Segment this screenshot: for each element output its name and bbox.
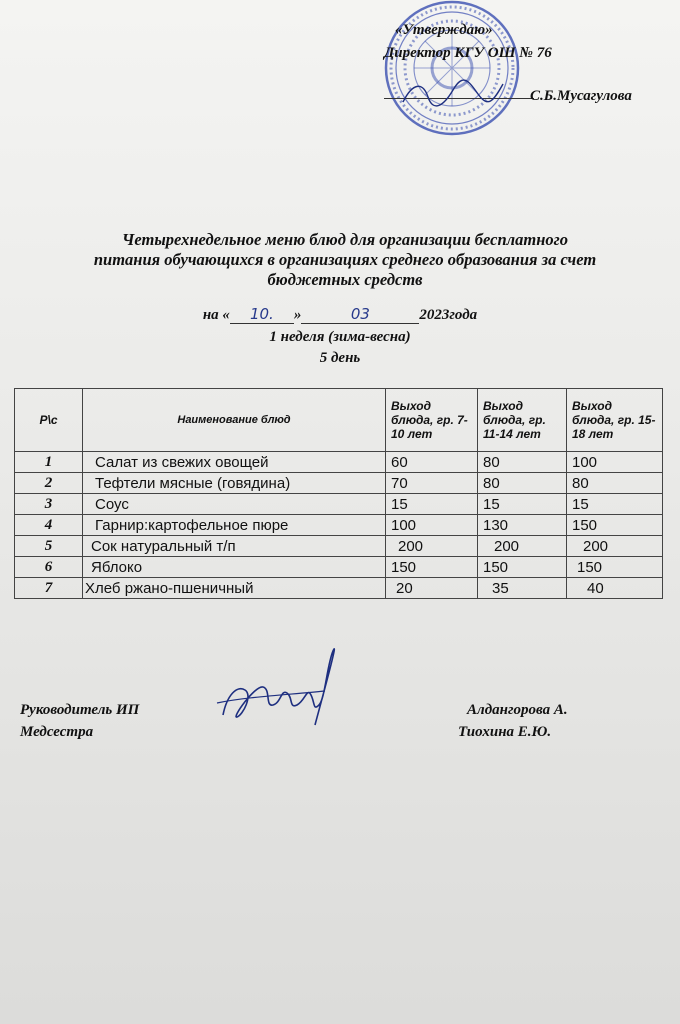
day-label: 5 день bbox=[319, 350, 361, 366]
row-index: 6 bbox=[15, 557, 83, 578]
row-portion-11-14: 80 bbox=[478, 473, 567, 494]
row-dish: Гарнир:картофельное пюре bbox=[83, 515, 386, 536]
head-name: Алдангорова А. bbox=[467, 702, 568, 718]
row-dish: Хлеб ржано-пшеничный bbox=[83, 578, 386, 599]
row-dish: Яблоко bbox=[83, 557, 386, 578]
row-portion-7-10: 100 bbox=[386, 515, 478, 536]
date-mid: » bbox=[293, 307, 302, 323]
handwritten-signature bbox=[215, 645, 345, 730]
row-index: 7 bbox=[15, 578, 83, 599]
row-portion-15-18: 40 bbox=[567, 578, 663, 599]
header-portion-15-18: Выход блюда, гр. 15-18 лет bbox=[567, 389, 663, 452]
row-dish: Сок натуральный т/п bbox=[83, 536, 386, 557]
row-portion-7-10: 200 bbox=[386, 536, 478, 557]
row-portion-11-14: 150 bbox=[478, 557, 567, 578]
row-portion-11-14: 15 bbox=[478, 494, 567, 515]
menu-table bbox=[14, 388, 663, 599]
table-row bbox=[15, 515, 663, 536]
table-row bbox=[15, 557, 663, 578]
document-title bbox=[10, 230, 680, 290]
row-index: 2 bbox=[15, 473, 83, 494]
row-index: 4 bbox=[15, 515, 83, 536]
row-index: 3 bbox=[15, 494, 83, 515]
row-portion-7-10: 15 bbox=[386, 494, 478, 515]
row-portion-7-10: 150 bbox=[386, 557, 478, 578]
row-portion-7-10: 60 bbox=[386, 452, 478, 473]
header-index: Р\с bbox=[15, 389, 83, 452]
date-prefix: на « bbox=[202, 307, 230, 323]
date-suffix: 2023года bbox=[419, 307, 478, 323]
row-dish: Тефтели мясные (говядина) bbox=[83, 473, 386, 494]
head-label: Руководитель ИП bbox=[20, 702, 140, 718]
title-line-2: питания обучающихся в организациях среднего образования за счет bbox=[93, 250, 597, 269]
director-signature bbox=[398, 72, 508, 112]
table-row bbox=[15, 578, 663, 599]
row-portion-11-14: 80 bbox=[478, 452, 567, 473]
director-title: Директор КГУ ОШ № 76 bbox=[384, 45, 552, 61]
row-index: 5 bbox=[15, 536, 83, 557]
header-dish-name: Наименование блюд bbox=[83, 389, 386, 452]
table-row bbox=[15, 536, 663, 557]
row-dish: Салат из свежих овощей bbox=[83, 452, 386, 473]
header-portion-11-14: Выход блюда, гр. 11-14 лет bbox=[478, 389, 567, 452]
table-row bbox=[15, 494, 663, 515]
date-month: 03 bbox=[301, 305, 419, 324]
date-line bbox=[0, 305, 680, 324]
nurse-name: Тиохина Е.Ю. bbox=[458, 724, 552, 740]
row-index: 1 bbox=[15, 452, 83, 473]
table-header-row bbox=[15, 389, 663, 452]
row-dish: Соус bbox=[83, 494, 386, 515]
row-portion-15-18: 150 bbox=[567, 515, 663, 536]
table-row bbox=[15, 473, 663, 494]
date-day: 10. bbox=[230, 305, 294, 324]
title-line-3: бюджетных средств bbox=[267, 270, 423, 289]
director-name: С.Б.Мусагулова bbox=[530, 88, 632, 104]
row-portion-11-14: 35 bbox=[478, 578, 567, 599]
header-portion-7-10: Выход блюда, гр. 7-10 лет bbox=[386, 389, 478, 452]
row-portion-7-10: 70 bbox=[386, 473, 478, 494]
row-portion-7-10: 20 bbox=[386, 578, 478, 599]
table-row bbox=[15, 452, 663, 473]
row-portion-15-18: 150 bbox=[567, 557, 663, 578]
row-portion-15-18: 80 bbox=[567, 473, 663, 494]
row-portion-15-18: 200 bbox=[567, 536, 663, 557]
row-portion-15-18: 100 bbox=[567, 452, 663, 473]
approval-label: «Утверждаю» bbox=[395, 22, 493, 38]
week-label: 1 неделя (зима-весна) bbox=[269, 329, 411, 345]
row-portion-15-18: 15 bbox=[567, 494, 663, 515]
row-portion-11-14: 200 bbox=[478, 536, 567, 557]
nurse-label: Медсестра bbox=[20, 724, 94, 740]
title-line-1: Четырехнедельное меню блюд для организации бесплатного bbox=[122, 230, 568, 249]
row-portion-11-14: 130 bbox=[478, 515, 567, 536]
